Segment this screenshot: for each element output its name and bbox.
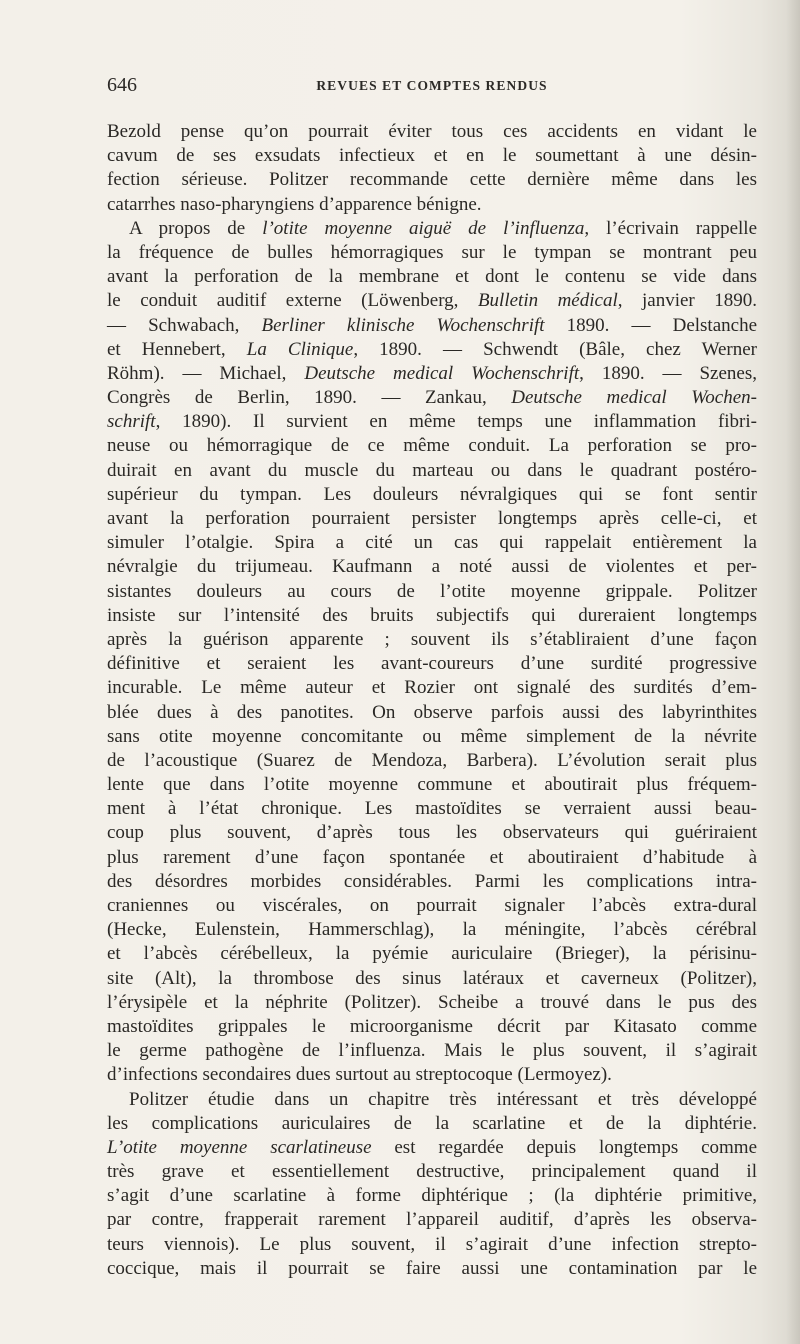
text-line [107, 1233, 757, 1257]
text-segment: le germe pathogène de l’influenza. Mais le plus souvent, il s’agirait [107, 1040, 757, 1062]
text-segment: les complications auriculaires de la scarlatine et de la diphtérie. [107, 1112, 757, 1134]
text-line [107, 1112, 757, 1136]
text-segment: est regardée depuis longtemps comme [371, 1136, 757, 1158]
text-line [107, 580, 757, 604]
text-line [107, 386, 757, 410]
text-segment: avant la perforation de la membrane et dont le contenu se vide dans [107, 266, 757, 288]
text-segment: l’érysipèle et la néphrite (Politzer). Scheibe a trouvé dans le pus des [107, 991, 757, 1013]
text-line [107, 725, 757, 749]
text-segment: , 1890). Il survient en même temps une inflammation fibri- [155, 411, 757, 433]
text-segment: simuler l’otalgie. Spira a cité un cas qui rappelait entièrement la [107, 532, 757, 554]
text-line [107, 604, 757, 628]
text-line [107, 894, 757, 918]
text-segment: 1890. — Delstanche [544, 314, 758, 336]
text-line [107, 870, 757, 894]
text-line [107, 1136, 757, 1160]
text-line [107, 773, 757, 797]
text-segment: sans otite moyenne concomitante ou même simplement de la névrite [107, 725, 757, 747]
text-line [107, 459, 757, 483]
text-segment: de l’acoustique (Suarez de Mendoza, Barbera). L’évolution serait plus [107, 749, 757, 771]
text-segment: , janvier 1890. [617, 290, 757, 312]
text-segment: mastoïdites grippales le microorganisme décrit par Kitasato comme [107, 1015, 757, 1037]
text-segment: plus rarement d’une façon spontanée et aboutiraient d’habitude à [107, 846, 757, 868]
text-line [107, 434, 757, 458]
text-line [107, 942, 757, 966]
italic-title: L’otite moyenne scarlatineuse [107, 1136, 372, 1158]
text-line [107, 797, 757, 821]
text-segment: très grave et essentiellement destructive, principalement quand il [107, 1161, 757, 1183]
text-segment: , l’écrivain rappelle [584, 217, 758, 239]
text-line [107, 991, 757, 1015]
text-segment: duirait en avant du muscle du marteau ou dans le quadrant postéro- [107, 459, 757, 481]
italic-title: Deutsche medical Wochenschrift [304, 362, 580, 384]
text-line [107, 1015, 757, 1039]
text-line [107, 144, 757, 168]
text-segment: des désordres morbides considérables. Parmi les complications intra- [107, 870, 757, 892]
text-segment: Congrès de Berlin, 1890. — Zankau, [107, 387, 512, 409]
text-line [107, 120, 757, 144]
text-line [107, 410, 757, 434]
text-segment: insiste sur l’intensité des bruits subjectifs qui dureraient longtemps [107, 604, 757, 626]
text-line [107, 628, 757, 652]
text-segment: site (Alt), la thrombose des sinus latéraux et caverneux (Politzer), [107, 967, 757, 989]
text-line [107, 193, 757, 217]
text-line [107, 314, 757, 338]
text-segment: définitive et seraient les avant-coureurs d’une surdité progressive [107, 653, 757, 675]
page-number: 646 [107, 74, 137, 96]
text-line [107, 483, 757, 507]
text-segment: ment à l’état chronique. Les mastoïdites se verraient aussi beau- [107, 798, 757, 820]
italic-title: schrift [107, 411, 156, 433]
italic-title: l’otite moyenne aiguë de l’influenza [262, 217, 585, 239]
text-line [107, 338, 757, 362]
text-line [107, 241, 757, 265]
text-segment: A propos de [129, 217, 263, 239]
text-segment: avant la perforation pourraient persister longtemps après celle-ci, et [107, 508, 757, 529]
text-line [107, 1184, 757, 1208]
text-segment: s’agit d’une scarlatine à forme diphtérique ; (la diphtérie primitive, [107, 1185, 757, 1207]
text-segment: sistantes douleurs au cours de l’otite moyenne grippale. Politzer [107, 580, 757, 602]
italic-title: Berliner klinische Wochenschrift [261, 314, 545, 336]
text-segment: coup plus souvent, d’après tous les observateurs qui guériraient [107, 822, 757, 844]
text-segment: et Hennebert, [107, 338, 247, 360]
text-line [107, 531, 757, 555]
body-text [107, 120, 757, 1281]
text-segment: après la guérison apparente ; souvent ils s’établiraient d’une façon [107, 628, 757, 650]
text-line [107, 1257, 757, 1281]
text-line [107, 507, 757, 531]
text-segment: lente que dans l’otite moyenne commune et aboutirait plus fréquem- [107, 774, 757, 796]
text-line [107, 555, 757, 579]
italic-title: Bulletin médical [477, 290, 618, 312]
text-line [107, 846, 757, 870]
text-line [107, 1088, 757, 1112]
text-segment: névralgie du trijumeau. Kaufmann a noté aussi de violentes et per- [107, 556, 757, 578]
text-segment: teurs viennois). Le plus souvent, il s’agirait d’une infection strepto- [107, 1233, 757, 1255]
text-line [107, 652, 757, 676]
text-segment: blée dues à des panotites. On observe parfois aussi des labyrinthites [107, 701, 757, 723]
text-line [107, 362, 757, 386]
text-segment: (Hecke, Eulenstein, Hammerschlag), la méningite, l’abcès cérébral [107, 919, 757, 941]
italic-title: La Clinique [246, 338, 354, 360]
text-line [107, 749, 757, 773]
text-line [107, 1208, 757, 1232]
text-segment: la fréquence de bulles hémorragiques sur le tympan se montrant peu [107, 241, 757, 263]
text-segment: — Schwabach, [107, 314, 262, 336]
text-segment: Röhm). — Michael, [107, 362, 305, 384]
text-line [107, 289, 757, 313]
text-segment: , 1890. — Szenes, [579, 362, 757, 384]
text-line [107, 168, 757, 192]
text-line [107, 676, 757, 700]
text-segment: fection sérieuse. Politzer recommande cette dernière même dans les [107, 169, 757, 191]
text-segment: d’infections secondaires dues surtout au streptocoque (Lermoyez). [107, 1064, 612, 1086]
text-line [107, 265, 757, 289]
text-line [107, 1063, 757, 1087]
running-title: REVUES ET COMPTES RENDUS [316, 78, 548, 93]
text-segment: craniennes ou viscérales, on pourrait signaler l’abcès extra-dural [107, 895, 757, 916]
text-line [107, 918, 757, 942]
text-segment: incurable. Le même auteur et Rozier ont signalé des surdités d’em- [107, 677, 757, 699]
text-segment: catarrhes naso-pharyngiens d’apparence bénigne. [107, 193, 482, 215]
text-segment: Bezold pense qu’on pourrait éviter tous ces accidents en vidant le [107, 121, 757, 142]
text-segment: supérieur du tympan. Les douleurs névralgiques qui se font sentir [107, 483, 757, 505]
text-line [107, 1039, 757, 1063]
text-line [107, 821, 757, 845]
text-segment: par contre, frapperait rarement l’appareil auditif, d’après les observa- [107, 1209, 757, 1231]
text-segment: le conduit auditif externe (Löwenberg, [107, 290, 478, 312]
text-line [107, 217, 757, 241]
page-edge-shadow [786, 0, 800, 1344]
running-header [107, 72, 757, 98]
text-segment: neuse ou hémorragique de ce même conduit. La perforation se pro- [107, 435, 757, 457]
text-segment: Politzer étudie dans un chapitre très intéressant et très développé [129, 1088, 757, 1110]
text-segment: coccique, mais il pourrait se faire aussi une contamination par le [107, 1257, 757, 1279]
text-segment: , 1890. — Schwendt (Bâle, chez Werner [353, 338, 758, 360]
text-line [107, 701, 757, 725]
italic-title: Deutsche medical Wochen- [511, 387, 757, 409]
text-line [107, 1160, 757, 1184]
text-segment: cavum de ses exsudats infectieux et en le soumettant à une désin- [107, 145, 757, 167]
text-line [107, 967, 757, 991]
text-segment: et l’abcès cérébelleux, la pyémie auriculaire (Brieger), la périsinu- [107, 943, 757, 965]
